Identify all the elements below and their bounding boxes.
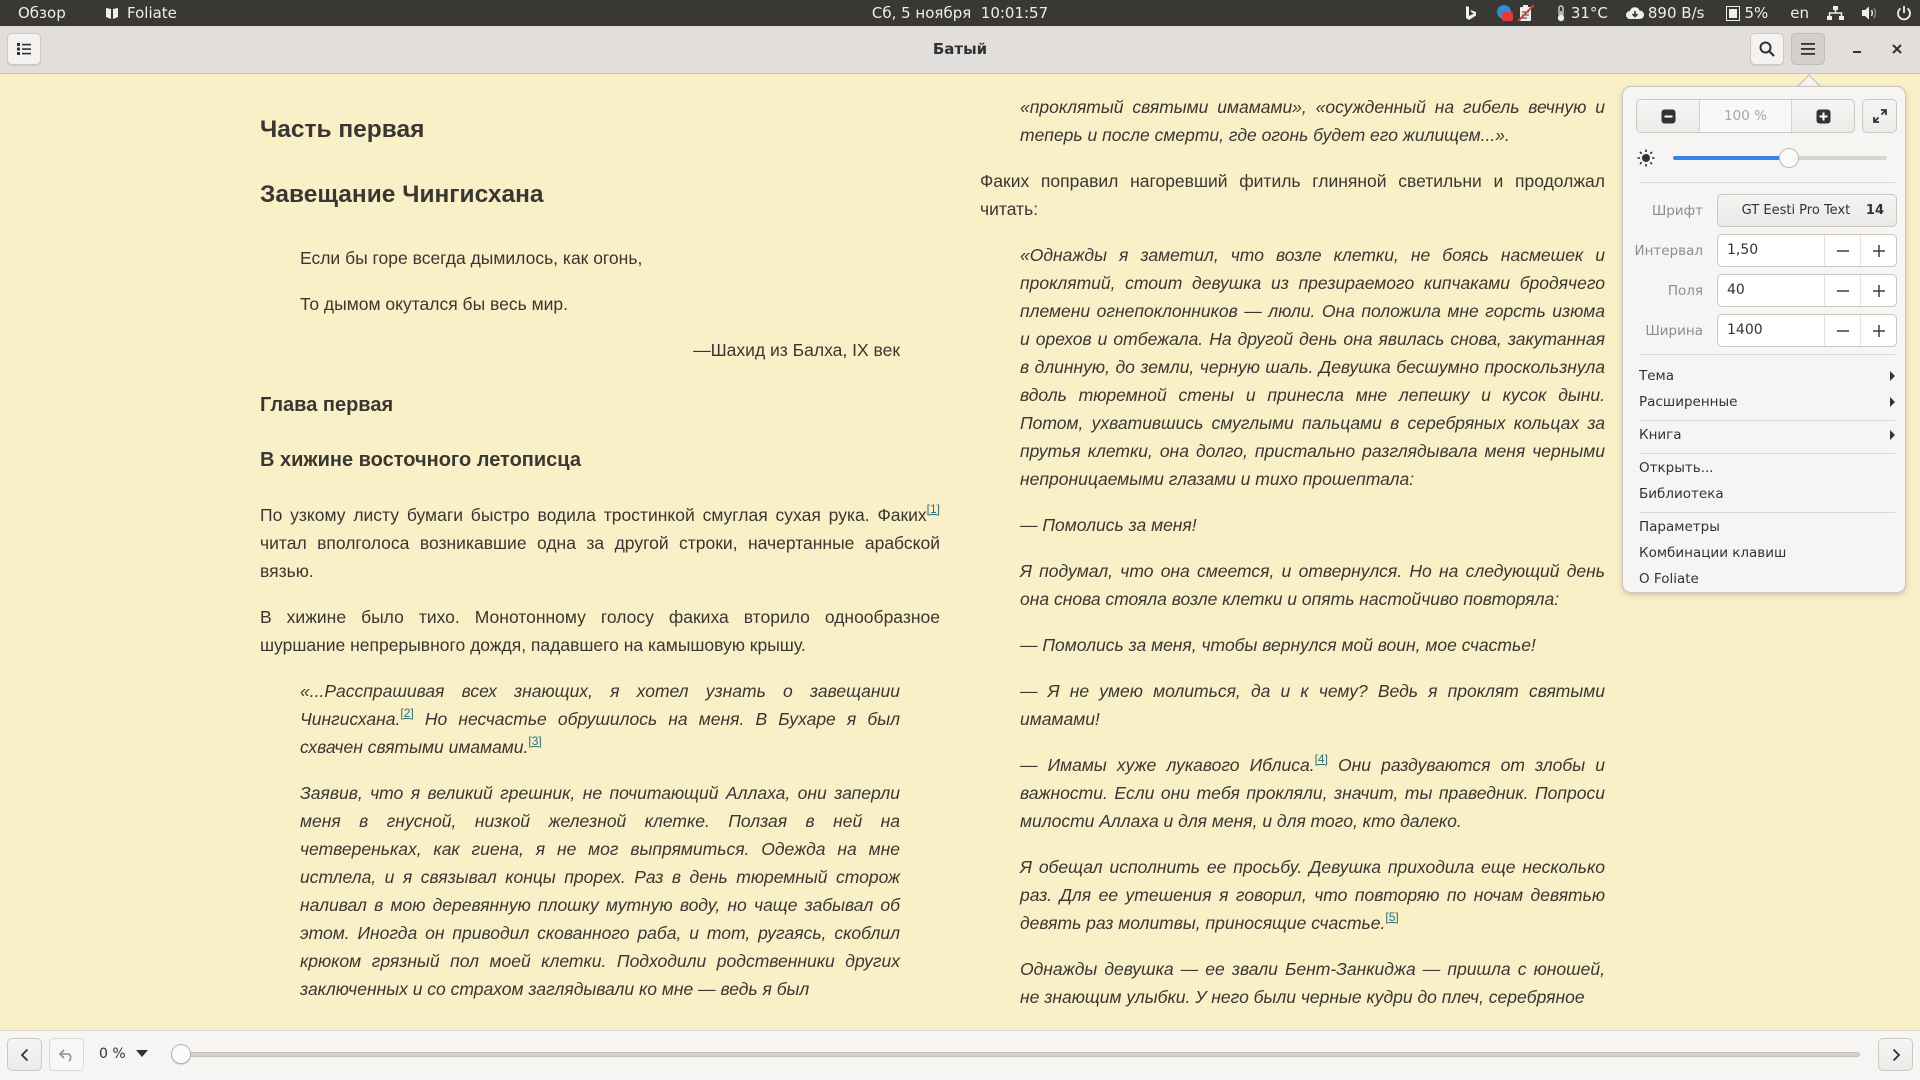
clock[interactable]: [820, 0, 1100, 26]
quote-paragraph: [1020, 93, 1605, 149]
text-line: В хижине было тихо. Монотонному голосу факиха вторило однообразное: [260, 607, 940, 627]
header-bar: [0, 26, 1920, 74]
text-line: Я обещал исполнить ее просьбу. Девушка приходила еще несколько: [1020, 857, 1605, 877]
text-line: не знающим улыбки. У него были черные кудри до плеч, серебряное: [1020, 987, 1585, 1007]
text-line: заперли меня в гнусной, низкой железной клетке. Ползая в ней на: [300, 783, 900, 831]
text-line: скоблил крюком грязный пол моей клетки. Подходили родственники: [300, 923, 900, 971]
part-title: Часть первая: [260, 116, 425, 143]
text-line: милости Аллаха и для меня, и для того, кто далеко.: [1020, 811, 1462, 831]
paragraph: Факих поправил нагоревший фитиль глиняной светильни и продолжал читать:: [980, 171, 1605, 219]
chevron-right-icon: [1890, 1048, 1902, 1062]
menu-item-advanced[interactable]: [1639, 391, 1895, 413]
text-span: Но несчастье обрушилось на меня. В Бухаре я был: [413, 709, 900, 729]
text-line: теперь и после смерти, где огонь будет его жилищем...».: [1020, 125, 1510, 145]
menu-item-theme[interactable]: [1639, 365, 1895, 387]
font-name: GT Eesti Pro Text: [1741, 203, 1851, 218]
text-line: закутанная в длинную, до земли, черную шаль. Девушка бесшумно: [1020, 329, 1605, 377]
hamburger-menu-icon: [1800, 42, 1816, 56]
width-decrease-button[interactable]: [1824, 315, 1860, 346]
text-line: четвереньках, как гиена, я не мог выпрямиться. Одежда на мне: [300, 839, 900, 859]
zoom-out-icon: [1661, 109, 1676, 124]
page-column-left: [260, 74, 940, 1021]
margins-spinbutton: [1717, 274, 1897, 307]
text-span: девять раз молитвы, приносящие счастье.: [1020, 913, 1386, 933]
footnote-link[interactable]: [1]: [926, 502, 940, 516]
text-span: схвачен святыми имамами.: [300, 737, 529, 757]
text-line: «Однажды я заметил, что возле клетки, не боясь насмешек и: [1020, 245, 1605, 265]
text-line: кусок дыни. Потом, ухватившись смуглыми пальцами в серебряных: [1020, 385, 1605, 433]
minus-icon: [1836, 284, 1850, 298]
quote-paragraph: [300, 677, 900, 761]
notification-badge-icon[interactable]: [1496, 0, 1514, 26]
width-increase-button[interactable]: [1860, 315, 1896, 346]
book-title: Завещание Чингисхана: [260, 181, 544, 208]
zoom-controls: [1636, 99, 1855, 133]
text-line: По узкому листу бумаги быстро водила тростинкой смуглая сухая рука.: [260, 505, 870, 525]
separator: [1639, 420, 1895, 421]
memory-indicator[interactable]: [1726, 0, 1768, 26]
close-button[interactable]: [1880, 33, 1914, 65]
app-name: Foliate: [127, 4, 177, 22]
minimize-icon: [1851, 43, 1863, 55]
text-line: «...Расспрашивая всех знающих, я хотел узнать о завещании: [300, 681, 900, 701]
chevron-left-icon: [19, 1048, 31, 1062]
text-line: об этом. Иногда он приводил скованного раба, и тот, ругаясь,: [300, 895, 900, 943]
spacing-decrease-button[interactable]: [1824, 235, 1860, 266]
footnote-link[interactable]: [2]: [400, 706, 414, 720]
menu-item-library[interactable]: Библиотека: [1639, 486, 1724, 502]
activities-button[interactable]: Обзор: [18, 4, 66, 22]
text-line: проскользнула вдоль тюремной стены и принесла мне лепешку и: [1020, 357, 1605, 405]
text-line: имамами!: [1020, 709, 1100, 729]
text-span: Они раздуваются от злобы и: [1327, 755, 1605, 775]
text-span: Чингисхана.: [300, 709, 401, 729]
memory-value: 5%: [1744, 4, 1769, 22]
thermometer-icon: [1556, 5, 1566, 22]
paragraph: [260, 603, 940, 659]
text-line: Однажды девушка — ее звали Бент-Занкиджа — пришла с юношей,: [1020, 959, 1605, 979]
submenu-arrow-icon: [1890, 371, 1895, 381]
volume-icon[interactable]: [1862, 0, 1878, 26]
text-line: изюма и орехов и отбежала. На другой день она явилась снова,: [1020, 301, 1605, 349]
brightness-icon: [1637, 149, 1655, 167]
minus-icon: [1836, 244, 1850, 258]
chapter-subtitle: В хижине восточного летописца: [260, 449, 581, 471]
temperature-indicator[interactable]: [1556, 0, 1608, 26]
brightness-control: [1637, 145, 1895, 171]
brightness-slider[interactable]: [1673, 156, 1887, 160]
paragraph: [260, 501, 940, 585]
zoom-in-icon: [1816, 109, 1831, 124]
margins-label: Поля: [1667, 283, 1703, 299]
text-line: Я подумал, что она смеется, и отвернулся. Но на следующий день: [1020, 561, 1605, 581]
dialogue-line: — Помолись за меня!: [1020, 515, 1197, 535]
keyboard-layout[interactable]: en: [1790, 4, 1809, 22]
plus-icon: [1872, 284, 1886, 298]
quote-paragraph: [300, 779, 900, 1003]
page-column-right: [980, 74, 1605, 1029]
text-span: читал вполголоса возникавшие одна за другой строки, начертанные: [260, 533, 855, 553]
power-icon[interactable]: [1896, 0, 1912, 26]
epigraph-attribution: —Шахид из Балха, IX век: [693, 340, 900, 360]
menu-item-label: Книга: [1639, 427, 1682, 443]
minus-icon: [1836, 324, 1850, 338]
dropdown-arrow-icon: [136, 1050, 148, 1057]
memory-icon: [1726, 6, 1740, 21]
table-of-contents-icon: [16, 42, 32, 56]
brightness-slider-handle[interactable]: [1779, 148, 1799, 168]
clock-text: Сб, 5 ноября 10:01:57: [871, 4, 1049, 22]
separator: [1639, 354, 1895, 355]
brightness-slider-fill: [1673, 156, 1789, 160]
text-line: «проклятый святыми имамами», «осужденный на гибель вечную и: [1020, 97, 1605, 117]
cloud-download-icon: [1626, 7, 1644, 20]
plus-icon: [1872, 324, 1886, 338]
text-line: арабской вязью.: [260, 533, 940, 581]
width-spinbutton: [1717, 314, 1897, 347]
app-menu-button[interactable]: [105, 0, 177, 26]
close-icon: [1891, 43, 1903, 55]
go-back-icon: [58, 1048, 76, 1062]
menu-button[interactable]: [1791, 33, 1825, 65]
separator: [1639, 512, 1895, 513]
text-span: Факих: [877, 505, 927, 525]
temperature-value: 31°C: [1570, 4, 1608, 22]
dialogue-paragraph: [1020, 677, 1605, 733]
spacing-spinbutton: [1717, 234, 1897, 267]
navigation-bar: [0, 1030, 1920, 1080]
dialogue-paragraph: [1020, 751, 1605, 835]
back-button[interactable]: [49, 1038, 84, 1071]
text-line: важности. Если они тебя прокляли, значит, ты праведник. Попроси: [1020, 783, 1605, 803]
menu-item-about[interactable]: О Foliate: [1639, 571, 1699, 587]
search-button[interactable]: [1750, 33, 1784, 65]
window-title: Батый: [932, 40, 988, 58]
next-page-button[interactable]: [1878, 1038, 1913, 1071]
epigraph-line-2: То дымом окутался бы весь мир.: [300, 294, 568, 314]
text-line: наливал в мою деревянную плошку мутную воду, но чаще забывал: [300, 895, 874, 915]
fullscreen-button[interactable]: [1862, 99, 1897, 133]
network-icon[interactable]: [1827, 0, 1844, 26]
text-line: племени огнепоклонников — люли. Она положила мне горсть: [1020, 301, 1546, 321]
spacing-increase-button[interactable]: [1860, 235, 1896, 266]
margins-input[interactable]: 40: [1727, 282, 1745, 298]
submenu-arrow-icon: [1890, 430, 1895, 440]
spacing-input[interactable]: 1,50: [1727, 242, 1759, 258]
margins-increase-button[interactable]: [1860, 275, 1896, 306]
chapter-title: Глава первая: [260, 394, 394, 416]
plus-icon: [1872, 244, 1886, 258]
font-chooser-button[interactable]: [1717, 194, 1897, 227]
menu-item-shortcuts[interactable]: Комбинации клавиш: [1639, 545, 1787, 561]
quote-paragraph: [1020, 241, 1605, 493]
separator: [1639, 182, 1895, 183]
quote-paragraph: [1020, 557, 1605, 613]
font-size: 14: [1865, 203, 1884, 218]
quote-paragraph: [1020, 853, 1605, 937]
previous-page-button[interactable]: [7, 1038, 42, 1071]
width-label: Ширина: [1645, 323, 1703, 339]
text-line: шуршание непрерывного дождя, падавшего на камышовую крышу.: [260, 635, 806, 655]
text-line: раз. Для ее утешения я говорил, что повторяю по ночам девятью: [1020, 885, 1605, 905]
spacing-label: Интервал: [1634, 243, 1703, 259]
epigraph-line-1: Если бы горе всегда дымилось, как огонь,: [300, 248, 643, 268]
network-speed-indicator[interactable]: [1626, 0, 1705, 26]
progress-percent: 0 %: [99, 1046, 126, 1062]
font-label: Шрифт: [1651, 203, 1703, 219]
footnote-link[interactable]: [3]: [528, 734, 542, 748]
text-line: проклятий, стоит девушка из презираемого кипчаками бродячего: [1020, 273, 1605, 293]
footnote-link[interactable]: [5]: [1385, 910, 1399, 924]
progress-slider-handle[interactable]: [171, 1044, 191, 1064]
text-line: истлела, и я связывал концы прорех. Раз в день тюремный сторож: [300, 867, 900, 887]
text-line: Заявив, что я великий грешник, не почитающий Аллаха, они: [300, 783, 827, 803]
view-settings-popover: [1622, 86, 1906, 593]
text-line: других заключенных и со страхом заглядывали ко мне — ведь я был: [300, 951, 900, 999]
minimize-button[interactable]: [1840, 33, 1874, 65]
quote-paragraph: [1020, 955, 1605, 1011]
toc-button[interactable]: [7, 33, 41, 65]
zoom-out-button[interactable]: [1637, 100, 1699, 132]
text-line: кольцах за прутья клетки, она долго, пристально разглядывала меня: [1020, 413, 1605, 461]
submenu-arrow-icon: [1890, 397, 1895, 407]
text-line: она снова стояла возле клетки и опять настойчиво повторяла:: [1020, 589, 1560, 609]
menu-item-preferences[interactable]: Параметры: [1639, 519, 1720, 535]
text-span: — Имамы хуже лукавого Иблиса.: [1020, 755, 1315, 775]
menu-item-label: Расширенные: [1639, 394, 1738, 410]
text-line: — Я не умею молиться, да и к чему? Ведь я проклят святыми: [1020, 681, 1605, 701]
separator: [1639, 453, 1895, 454]
zoom-in-button[interactable]: [1792, 100, 1854, 132]
system-top-bar: [0, 0, 1920, 26]
menu-item-book[interactable]: [1639, 424, 1895, 446]
bing-icon[interactable]: [1464, 0, 1478, 26]
network-speed-value: 890 B/s: [1647, 4, 1705, 22]
search-icon: [1759, 41, 1775, 57]
clipboard-disabled-icon[interactable]: [1518, 0, 1534, 26]
foliate-icon: [105, 6, 119, 20]
footnote-link[interactable]: [4]: [1314, 752, 1328, 766]
menu-item-label: Тема: [1639, 368, 1675, 384]
text-line: черными непроницаемыми глазами и тихо прошептала:: [1020, 441, 1605, 489]
menu-item-open[interactable]: Открыть...: [1639, 460, 1714, 476]
width-input[interactable]: 1400: [1727, 322, 1763, 338]
margins-decrease-button[interactable]: [1824, 275, 1860, 306]
dialogue-line: — Помолись за меня, чтобы вернулся мой воин, мое счастье!: [1020, 635, 1536, 655]
system-tray: [1446, 0, 1912, 26]
book-progress-slider[interactable]: [180, 1052, 1860, 1057]
location-dropdown[interactable]: [99, 1038, 148, 1071]
fullscreen-icon: [1872, 108, 1888, 124]
zoom-level[interactable]: 100 %: [1699, 100, 1792, 132]
